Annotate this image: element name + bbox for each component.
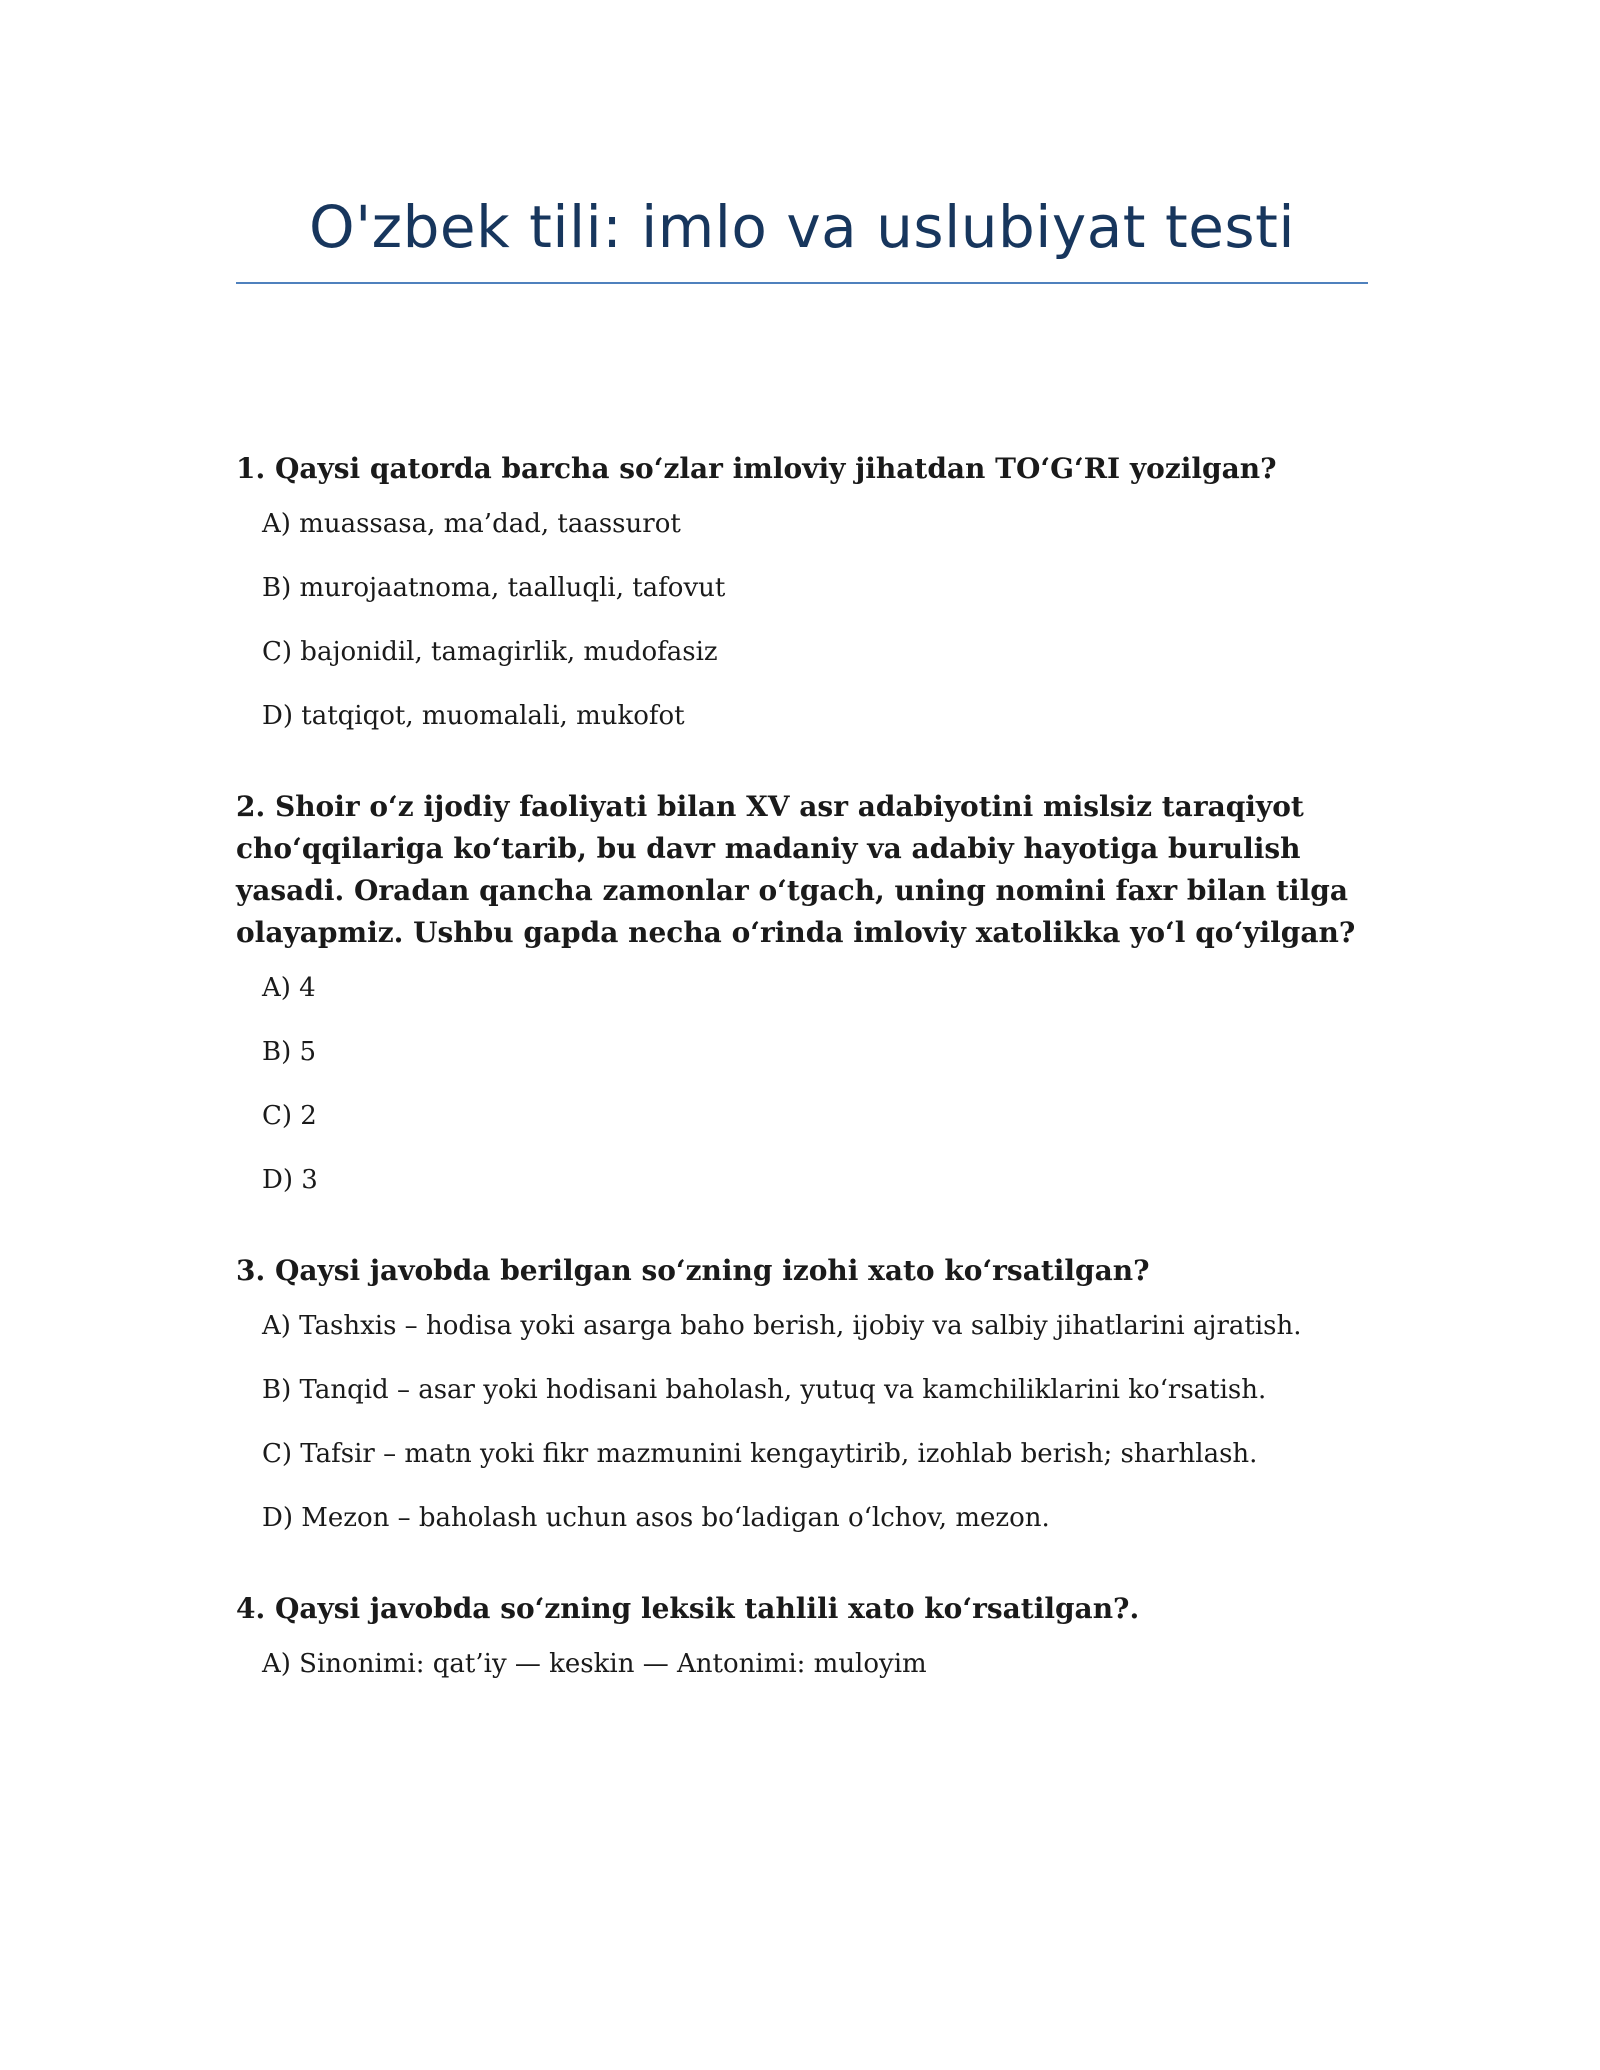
answer-option-d: D) 3 bbox=[262, 1165, 318, 1195]
title-block bbox=[236, 188, 1368, 284]
answer-option-a: A) 4 bbox=[262, 973, 316, 1003]
answer-option-d: D) Mezon – baholash uchun asos bo‘ladigan o‘lchov, mezon. bbox=[262, 1503, 1050, 1533]
question-2 bbox=[236, 786, 1366, 1196]
answer-option-c: C) Tafsir – matn yoki fikr mazmunini kengaytirib, izohlab berish; sharhlash. bbox=[262, 1439, 1258, 1469]
question-text: 1. Qaysi qatorda barcha so‘zlar imloviy jihatdan TO‘G‘RI yozilgan? bbox=[236, 452, 1277, 485]
question-text: 3. Qaysi javobda berilgan so‘zning izohi xato ko‘rsatilgan? bbox=[236, 1254, 1150, 1287]
question-list bbox=[236, 448, 1366, 1734]
answer-option-a: A) Sinonimi: qat’iy — keskin — Antonimi: muloyim bbox=[262, 1649, 927, 1679]
question-3 bbox=[236, 1250, 1366, 1534]
question-4 bbox=[236, 1588, 1366, 1680]
document-title: O'zbek tili: imlo va uslubiyat testi bbox=[309, 193, 1295, 261]
answer-option-b: B) 5 bbox=[262, 1037, 317, 1067]
answer-option-a: A) muassasa, ma’dad, taassurot bbox=[262, 509, 681, 539]
answer-option-a: A) Tashxis – hodisa yoki asarga baho berish, ijobiy va salbiy jihatlarini ajratish. bbox=[262, 1311, 1302, 1341]
question-1 bbox=[236, 448, 1366, 732]
answer-option-c: C) 2 bbox=[262, 1101, 317, 1131]
answer-option-c: C) bajonidil, tamagirlik, mudofasiz bbox=[262, 637, 718, 667]
answer-option-d: D) tatqiqot, muomalali, mukofot bbox=[262, 701, 685, 731]
answer-option-b: B) Tanqid – asar yoki hodisani baholash, yutuq va kamchiliklarini ko‘rsatish. bbox=[262, 1375, 1267, 1405]
question-text: 4. Qaysi javobda so‘zning leksik tahlili xato ko‘rsatilgan?. bbox=[236, 1592, 1140, 1625]
question-text: 2. Shoir o‘z ijodiy faoliyati bilan XV asr adabiyotini mislsiz taraqiyot cho‘qqilariga ko‘tarib, bu davr madaniy va adabiy hayotiga burulish yasadi. Oradan qancha zamonlar o‘tgach, uning nomini faxr bilan tilga olayapmiz. Ushbu gapda necha o‘rinda imloviy xatolikka yo‘l qo‘yilgan? bbox=[236, 790, 1356, 949]
answer-option-b: B) murojaatnoma, taalluqli, tafovut bbox=[262, 573, 726, 603]
